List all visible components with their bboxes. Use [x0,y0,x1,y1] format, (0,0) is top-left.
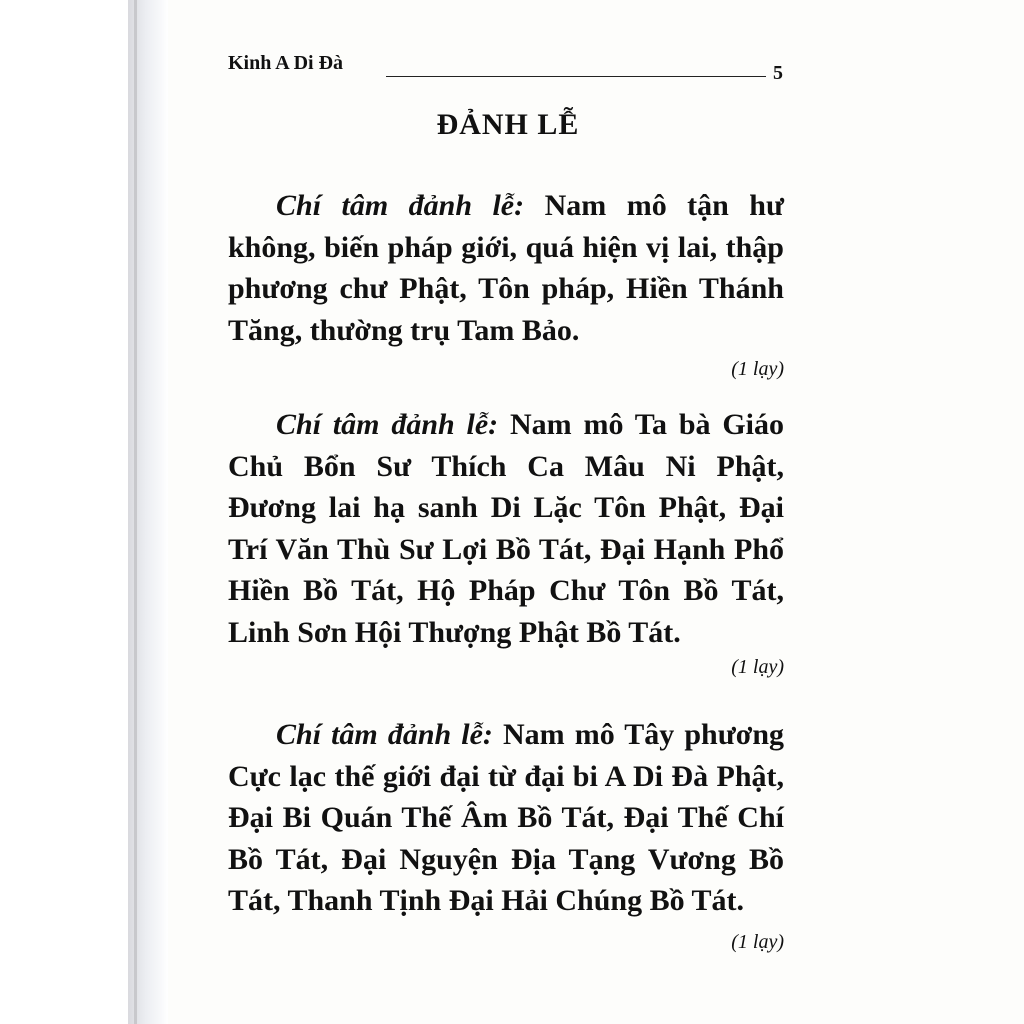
header-rule [386,76,766,77]
paragraph-body: Nam mô tận hư không, biến pháp giới, quá hiện vị lai, thập phương chư Phật, Tôn pháp, Hiền Thánh Tăng, thường trụ Tam Bảo. [228,189,784,347]
page-number: 5 [773,62,783,84]
header-title: Kinh A Di Đà [228,52,344,74]
prayer-paragraph-2 [228,404,784,653]
bow-note: (1 lạy) [731,358,784,380]
bow-note: (1 lạy) [731,656,784,678]
paragraph-lead: Chí tâm đảnh lễ: [276,189,525,222]
section-heading: ĐẢNH LỄ [436,108,580,141]
paragraph-lead: Chí tâm đảnh lễ: [276,408,499,441]
bow-note: (1 lạy) [731,930,784,953]
prayer-paragraph-1 [228,185,784,351]
running-header [228,52,788,82]
prayer-paragraph-3 [228,714,784,963]
book-spine-edge [134,0,137,1024]
paragraph-lead: Chí tâm đảnh lễ: [276,718,493,751]
paragraph-body: Nam mô Tây phương Cực lạc thế giới đại từ đại bi A Di Đà Phật, Đại Bi Quán Thế Âm Bồ Tát, Đại Thế Chí Bồ Tát, Đại Nguyện Địa Tạng Vương Bồ Tát, Thanh Tịnh Đại Hải Chúng Bồ Tát. [228,718,785,917]
paragraph-body: Nam mô Ta bà Giáo Chủ Bổn Sư Thích Ca Mâu Ni Phật, Đương lai hạ sanh Di Lặc Tôn Phật, Đại Trí Văn Thù Sư Lợi Bồ Tát, Đại Hạnh Phổ Hiền Bồ Tát, Hộ Pháp Chư Tôn Bồ Tát, Linh Sơn Hội Thượng Phật Bồ Tát. [228,408,784,649]
